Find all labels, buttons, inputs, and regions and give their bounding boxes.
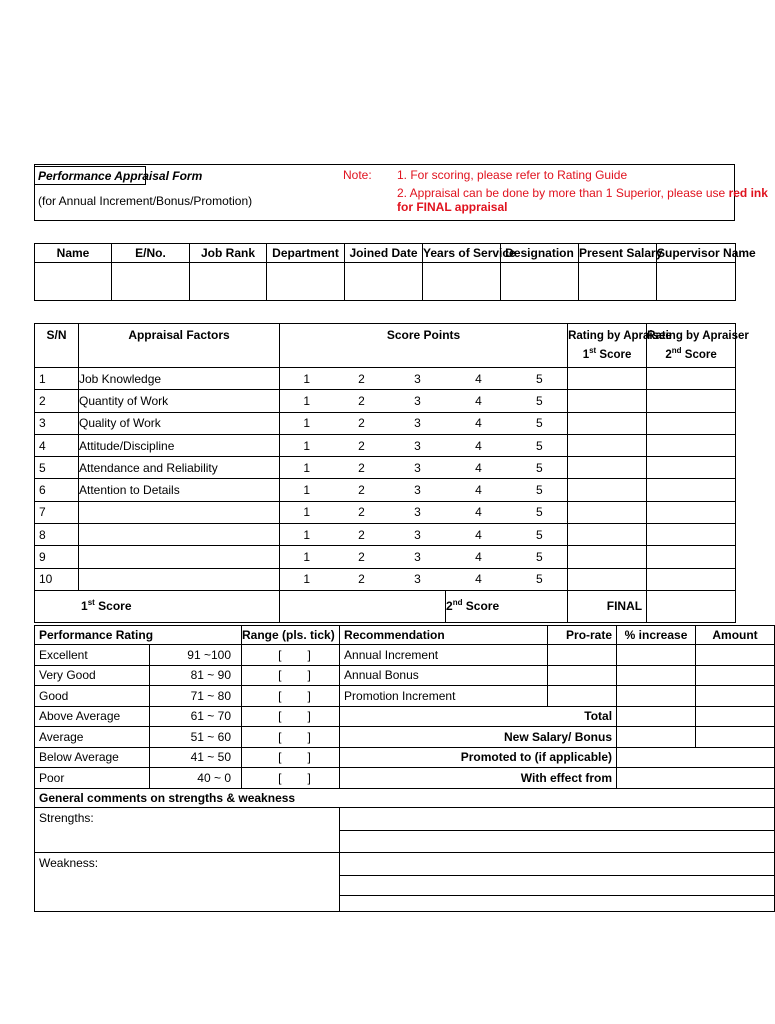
tick-box[interactable] (284, 747, 306, 768)
factor-row (35, 501, 736, 523)
score-option[interactable]: 2 (334, 457, 390, 479)
apraisee-score-field[interactable] (568, 524, 647, 546)
factor-row (35, 479, 736, 501)
amount-field[interactable] (696, 645, 775, 666)
rating-row (35, 768, 775, 789)
apraisee-score-field[interactable] (568, 434, 647, 456)
tick-open[interactable]: [ (242, 645, 284, 666)
strengths-label: Strengths: (35, 807, 340, 852)
form-subtitle: (for Annual Increment/Bonus/Promotion) (38, 194, 253, 208)
new-salary-label: New Salary/ Bonus (340, 727, 617, 748)
score-option[interactable]: 2 (334, 524, 390, 546)
score-option[interactable]: 1 (280, 390, 334, 412)
name-field[interactable] (35, 263, 112, 301)
col-supervisor-name: Supervisor Name (657, 244, 736, 263)
score-option[interactable]: 3 (390, 568, 446, 590)
rating-row (35, 645, 775, 666)
apraiser-score-field[interactable] (647, 546, 736, 568)
weakness-line-2[interactable] (340, 876, 774, 896)
factor-name: Attention to Details (79, 479, 280, 501)
tick-close-glyph: ] (307, 750, 311, 765)
score-option[interactable]: 4 (446, 368, 512, 390)
recommendation-header: Recommendation (340, 626, 548, 645)
employee-info-table (34, 243, 756, 301)
note-2 (397, 186, 770, 214)
factor-name: Attitude/Discipline (79, 434, 280, 456)
total-label: Total (340, 706, 617, 727)
tick-open[interactable]: [ (242, 706, 284, 727)
second-score-label (446, 590, 568, 622)
apraiser-score-field[interactable] (647, 412, 736, 434)
rating-label: Below Average (35, 747, 150, 768)
score-option[interactable]: 3 (390, 412, 446, 434)
final-label: FINAL (568, 590, 647, 622)
score-option[interactable]: 5 (512, 524, 568, 546)
strengths-line-1[interactable] (340, 808, 774, 831)
new-salary-increase-field[interactable] (617, 727, 696, 748)
rating-range: 61 ~ 70 (150, 706, 242, 727)
rating-row (35, 706, 775, 727)
score-option[interactable]: 1 (280, 434, 334, 456)
performance-rating-header: Performance Rating (35, 626, 242, 645)
increase-header: % increase (617, 626, 696, 645)
recommendation-item: Promotion Increment (340, 686, 548, 707)
weakness-line-1[interactable] (340, 853, 774, 876)
note-label: Note: (343, 168, 372, 182)
designation-field[interactable] (501, 263, 579, 301)
score-option[interactable]: 4 (446, 568, 512, 590)
tick-open[interactable]: [ (242, 727, 284, 748)
apraisee-score-field[interactable] (568, 390, 647, 412)
supervisor-name-field[interactable] (657, 263, 736, 301)
note-2-text: 2. Appraisal can be done by more than 1 Superior, please use (397, 186, 729, 200)
rating-range: 81 ~ 90 (150, 665, 242, 686)
score-option[interactable]: 1 (280, 368, 334, 390)
note-2-emphasis: red ink for FINAL appraisal (397, 186, 768, 214)
rating-apraisee-sup: st (589, 345, 597, 355)
rating-row (35, 747, 775, 768)
score-option[interactable]: 5 (512, 568, 568, 590)
second-score-sup: nd (452, 598, 463, 608)
score-option[interactable]: 4 (446, 524, 512, 546)
score-option[interactable]: 5 (512, 434, 568, 456)
strengths-field[interactable] (340, 807, 775, 852)
tick-box[interactable] (284, 645, 306, 666)
eno-field[interactable] (112, 263, 190, 301)
factor-sn: 10 (35, 568, 79, 590)
appraisal-factors-table (34, 323, 749, 623)
weakness-line-3[interactable] (340, 896, 774, 911)
score-option[interactable]: 1 (280, 546, 334, 568)
effect-field[interactable] (617, 768, 775, 789)
total-amount-field[interactable] (696, 706, 775, 727)
score-option[interactable]: 4 (446, 546, 512, 568)
apraisee-score-field[interactable] (568, 368, 647, 390)
factor-name[interactable] (79, 546, 280, 568)
tick-close[interactable] (306, 768, 340, 789)
tick-open[interactable]: [ (242, 747, 284, 768)
apraisee-score-field[interactable] (568, 501, 647, 523)
factor-name[interactable] (79, 524, 280, 546)
rating-range: 91 ~100 (150, 645, 242, 666)
rating-apraiser-word: Score (681, 348, 717, 361)
tick-close-glyph: ] (307, 668, 311, 683)
factor-row (35, 368, 736, 390)
score-option[interactable]: 5 (512, 501, 568, 523)
score-option[interactable]: 1 (280, 524, 334, 546)
tick-box[interactable] (284, 768, 306, 789)
score-option[interactable]: 5 (512, 479, 568, 501)
first-score-num: 1 (81, 599, 88, 614)
rating-row (35, 686, 775, 707)
promoted-label: Promoted to (if applicable) (340, 747, 617, 768)
score-option[interactable]: 3 (390, 457, 446, 479)
note-1: 1. For scoring, please refer to Rating Guide (397, 168, 628, 182)
score-option[interactable]: 2 (334, 390, 390, 412)
tick-close[interactable] (306, 645, 340, 666)
score-option[interactable]: 1 (280, 568, 334, 590)
score-option[interactable]: 3 (390, 524, 446, 546)
rating-row (35, 727, 775, 748)
col-designation: Designation (501, 244, 579, 263)
apraiser-score-field[interactable] (647, 457, 736, 479)
score-option[interactable]: 5 (512, 368, 568, 390)
rating-label: Poor (35, 768, 150, 789)
weakness-field[interactable] (340, 852, 775, 911)
col-joined-date: Joined Date (345, 244, 423, 263)
first-score-sup: st (87, 598, 95, 608)
factor-row (35, 457, 736, 479)
first-score-label (35, 590, 280, 622)
factor-sn: 4 (35, 434, 79, 456)
final-score-field[interactable] (647, 590, 736, 622)
factor-name: Job Knowledge (79, 368, 280, 390)
factor-sn: 8 (35, 524, 79, 546)
second-score-word: Score (462, 599, 500, 614)
factor-row (35, 434, 736, 456)
rating-label: Average (35, 727, 150, 748)
rating-apraiser-header (647, 324, 749, 368)
tick-close-glyph: ] (307, 709, 311, 724)
strengths-line-2[interactable] (340, 831, 774, 852)
rating-label: Above Average (35, 706, 150, 727)
rating-apraiser-line2 (647, 346, 735, 365)
score-option[interactable]: 3 (390, 368, 446, 390)
range-header: Range (pls. tick) (242, 626, 340, 645)
factor-name[interactable] (79, 501, 280, 523)
department-field[interactable] (267, 263, 345, 301)
score-option[interactable]: 3 (390, 479, 446, 501)
rating-row (35, 665, 775, 686)
rating-apraisee-line1: Rating by Apraisee (568, 329, 672, 342)
joined-date-field[interactable] (345, 263, 423, 301)
comments-heading: General comments on strengths & weakness (35, 788, 775, 807)
apraisee-score-field[interactable] (568, 546, 647, 568)
tick-close-glyph: ] (307, 770, 311, 785)
tick-close[interactable] (306, 706, 340, 727)
prorate-field[interactable] (548, 645, 617, 666)
effect-label: With effect from (340, 768, 617, 789)
score-option[interactable]: 3 (390, 390, 446, 412)
score-option[interactable]: 5 (512, 457, 568, 479)
score-option[interactable]: 3 (390, 434, 446, 456)
apraisee-score-field[interactable] (568, 479, 647, 501)
tick-box[interactable] (284, 686, 306, 707)
rating-range: 41 ~ 50 (150, 747, 242, 768)
score-option[interactable]: 5 (512, 546, 568, 568)
rating-apraisee-header (568, 324, 672, 368)
amount-field[interactable] (696, 665, 775, 686)
factors-header: Appraisal Factors (79, 324, 280, 368)
factor-name[interactable] (79, 568, 280, 590)
tick-close-glyph: ] (307, 688, 311, 703)
rating-label: Good (35, 686, 150, 707)
rating-apraiser-line1: Rating by Apraiser (647, 329, 749, 342)
rating-range: 40 ~ 0 (150, 768, 242, 789)
score-option[interactable]: 2 (334, 412, 390, 434)
rating-range: 71 ~ 80 (150, 686, 242, 707)
tick-close-glyph: ] (307, 647, 311, 662)
first-score-word: Score (94, 599, 132, 614)
prorate-header: Pro-rate (548, 626, 617, 645)
score-points-header: Score Points (280, 324, 568, 368)
prorate-field[interactable] (548, 686, 617, 707)
form-title: Performance Appraisal Form (38, 169, 203, 183)
score-option[interactable]: 2 (334, 479, 390, 501)
factor-sn: 9 (35, 546, 79, 568)
weakness-label: Weakness: (35, 852, 340, 911)
factor-sn: 3 (35, 412, 79, 434)
promoted-field[interactable] (617, 747, 775, 768)
sn-header: S/N (35, 324, 79, 368)
first-score-field[interactable] (280, 590, 446, 622)
tick-close[interactable] (306, 727, 340, 748)
tick-open[interactable]: [ (242, 665, 284, 686)
increase-field[interactable] (617, 686, 696, 707)
score-option[interactable]: 1 (280, 479, 334, 501)
factor-name: Quantity of Work (79, 390, 280, 412)
tick-close[interactable] (306, 686, 340, 707)
factor-row (35, 390, 736, 412)
score-option[interactable]: 1 (280, 457, 334, 479)
increase-field[interactable] (617, 665, 696, 686)
factor-row (35, 524, 736, 546)
factor-row (35, 412, 736, 434)
tick-box[interactable] (284, 727, 306, 748)
tick-box[interactable] (284, 706, 306, 727)
score-option[interactable]: 3 (390, 501, 446, 523)
score-option[interactable]: 4 (446, 434, 512, 456)
apraisee-score-field[interactable] (568, 457, 647, 479)
tick-box[interactable] (284, 665, 306, 686)
tick-close[interactable] (306, 665, 340, 686)
tick-open[interactable]: [ (242, 768, 284, 789)
apraisee-score-field[interactable] (568, 412, 647, 434)
rating-apraiser-sup: nd (671, 345, 682, 355)
score-option[interactable]: 2 (334, 501, 390, 523)
factor-sn: 1 (35, 368, 79, 390)
score-option[interactable]: 4 (446, 457, 512, 479)
apraiser-score-field[interactable] (647, 479, 736, 501)
apraiser-score-field[interactable] (647, 501, 736, 523)
total-increase-field[interactable] (617, 706, 696, 727)
increase-field[interactable] (617, 645, 696, 666)
score-option[interactable]: 4 (446, 501, 512, 523)
present-salary-field[interactable] (579, 263, 657, 301)
amount-field[interactable] (696, 686, 775, 707)
rating-range: 51 ~ 60 (150, 727, 242, 748)
rating-apraisee-num: 1 (582, 348, 590, 361)
col-department: Department (267, 244, 345, 263)
col-job-rank: Job Rank (190, 244, 267, 263)
prorate-field[interactable] (548, 665, 617, 686)
col-eno: E/No. (112, 244, 190, 263)
score-summary-row (35, 590, 736, 622)
new-salary-amount-field[interactable] (696, 727, 775, 748)
score-option[interactable]: 1 (280, 412, 334, 434)
apraiser-score-field[interactable] (647, 524, 736, 546)
col-present-salary: Present Salary (579, 244, 657, 263)
tick-open[interactable]: [ (242, 686, 284, 707)
job-rank-field[interactable] (190, 263, 267, 301)
score-option[interactable]: 5 (512, 390, 568, 412)
rating-apraisee-word: Score (596, 348, 632, 361)
factor-name: Quality of Work (79, 412, 280, 434)
score-option[interactable]: 2 (334, 546, 390, 568)
years-service-field[interactable] (423, 263, 501, 301)
factor-sn: 7 (35, 501, 79, 523)
apraiser-score-field[interactable] (647, 368, 736, 390)
col-name: Name (35, 244, 112, 263)
score-option[interactable]: 4 (446, 390, 512, 412)
score-option[interactable]: 2 (334, 434, 390, 456)
second-score-num: 2 (446, 599, 453, 614)
score-option[interactable]: 1 (280, 501, 334, 523)
recommendation-item: Annual Increment (340, 645, 548, 666)
score-option[interactable]: 2 (334, 568, 390, 590)
apraisee-score-field[interactable] (568, 568, 647, 590)
score-option[interactable]: 2 (334, 368, 390, 390)
rating-label: Excellent (35, 645, 150, 666)
rating-apraisee-line2 (568, 346, 646, 365)
amount-header: Amount (696, 626, 775, 645)
factor-name: Attendance and Reliability (79, 457, 280, 479)
apraiser-score-field[interactable] (647, 568, 736, 590)
factor-sn: 2 (35, 390, 79, 412)
col-years-service: Years of Service (423, 244, 501, 263)
rating-label: Very Good (35, 665, 150, 686)
score-option[interactable]: 5 (512, 412, 568, 434)
factor-sn: 5 (35, 457, 79, 479)
factor-sn: 6 (35, 479, 79, 501)
tick-close[interactable] (306, 747, 340, 768)
score-option[interactable]: 4 (446, 479, 512, 501)
factor-row (35, 568, 736, 590)
recommendation-item: Annual Bonus (340, 665, 548, 686)
rating-apraiser-num: 2 (665, 348, 672, 361)
apraiser-score-field[interactable] (647, 390, 736, 412)
factor-row (35, 546, 736, 568)
apraiser-score-field[interactable] (647, 434, 736, 456)
score-option[interactable]: 4 (446, 412, 512, 434)
score-option[interactable]: 3 (390, 546, 446, 568)
tick-close-glyph: ] (307, 729, 311, 744)
rating-recommendation-table (34, 625, 775, 912)
